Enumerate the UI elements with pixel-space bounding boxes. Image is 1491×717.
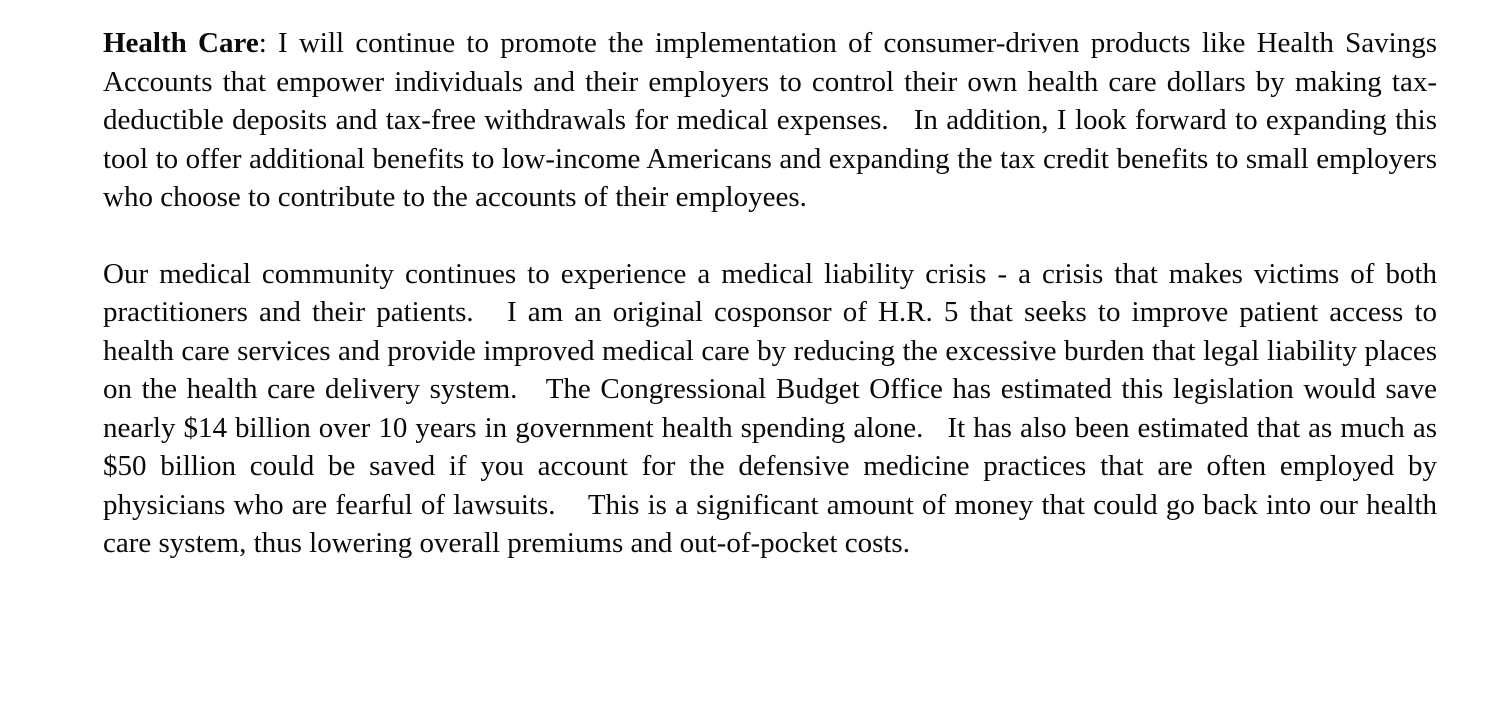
paragraph-medical-liability xyxy=(103,255,1437,563)
paragraph-lead-bold: Health Care xyxy=(103,27,259,59)
paragraph-health-care xyxy=(103,24,1437,217)
paragraph-body-text: Our medical community continues to experience a medical liability crisis - a crisis that makes victims of both practitioners and their patients. I am an original cosponsor of H.R. 5 that seeks to improve patient access to health care services and provide improved medical care by reducing the excessive burden that legal liability places on the health care delivery system. The Congressional Budget Office has estimated this legislation would save nearly $14 billion over 10 years in government health spending alone. It has also been estimated that as much as $50 billion could be saved if you account for the defensive medicine practices that are often employed by physicians who are fearful of lawsuits. This is a significant amount of money that could go back into our health care system, thus lowering overall premiums and out-of-pocket costs. xyxy=(103,257,1437,559)
paragraph-body-text: : I will continue to promote the implementation of consumer-driven products like Health Savings Accounts that empower individuals and their employers to control their own health care dollars by making tax-deductible deposits and tax-free withdrawals for medical expenses. In addition, I look forward to expanding this tool to offer additional benefits to low-income Americans and expanding the tax credit benefits to small employers who choose to contribute to the accounts of their employees. xyxy=(103,27,1437,213)
